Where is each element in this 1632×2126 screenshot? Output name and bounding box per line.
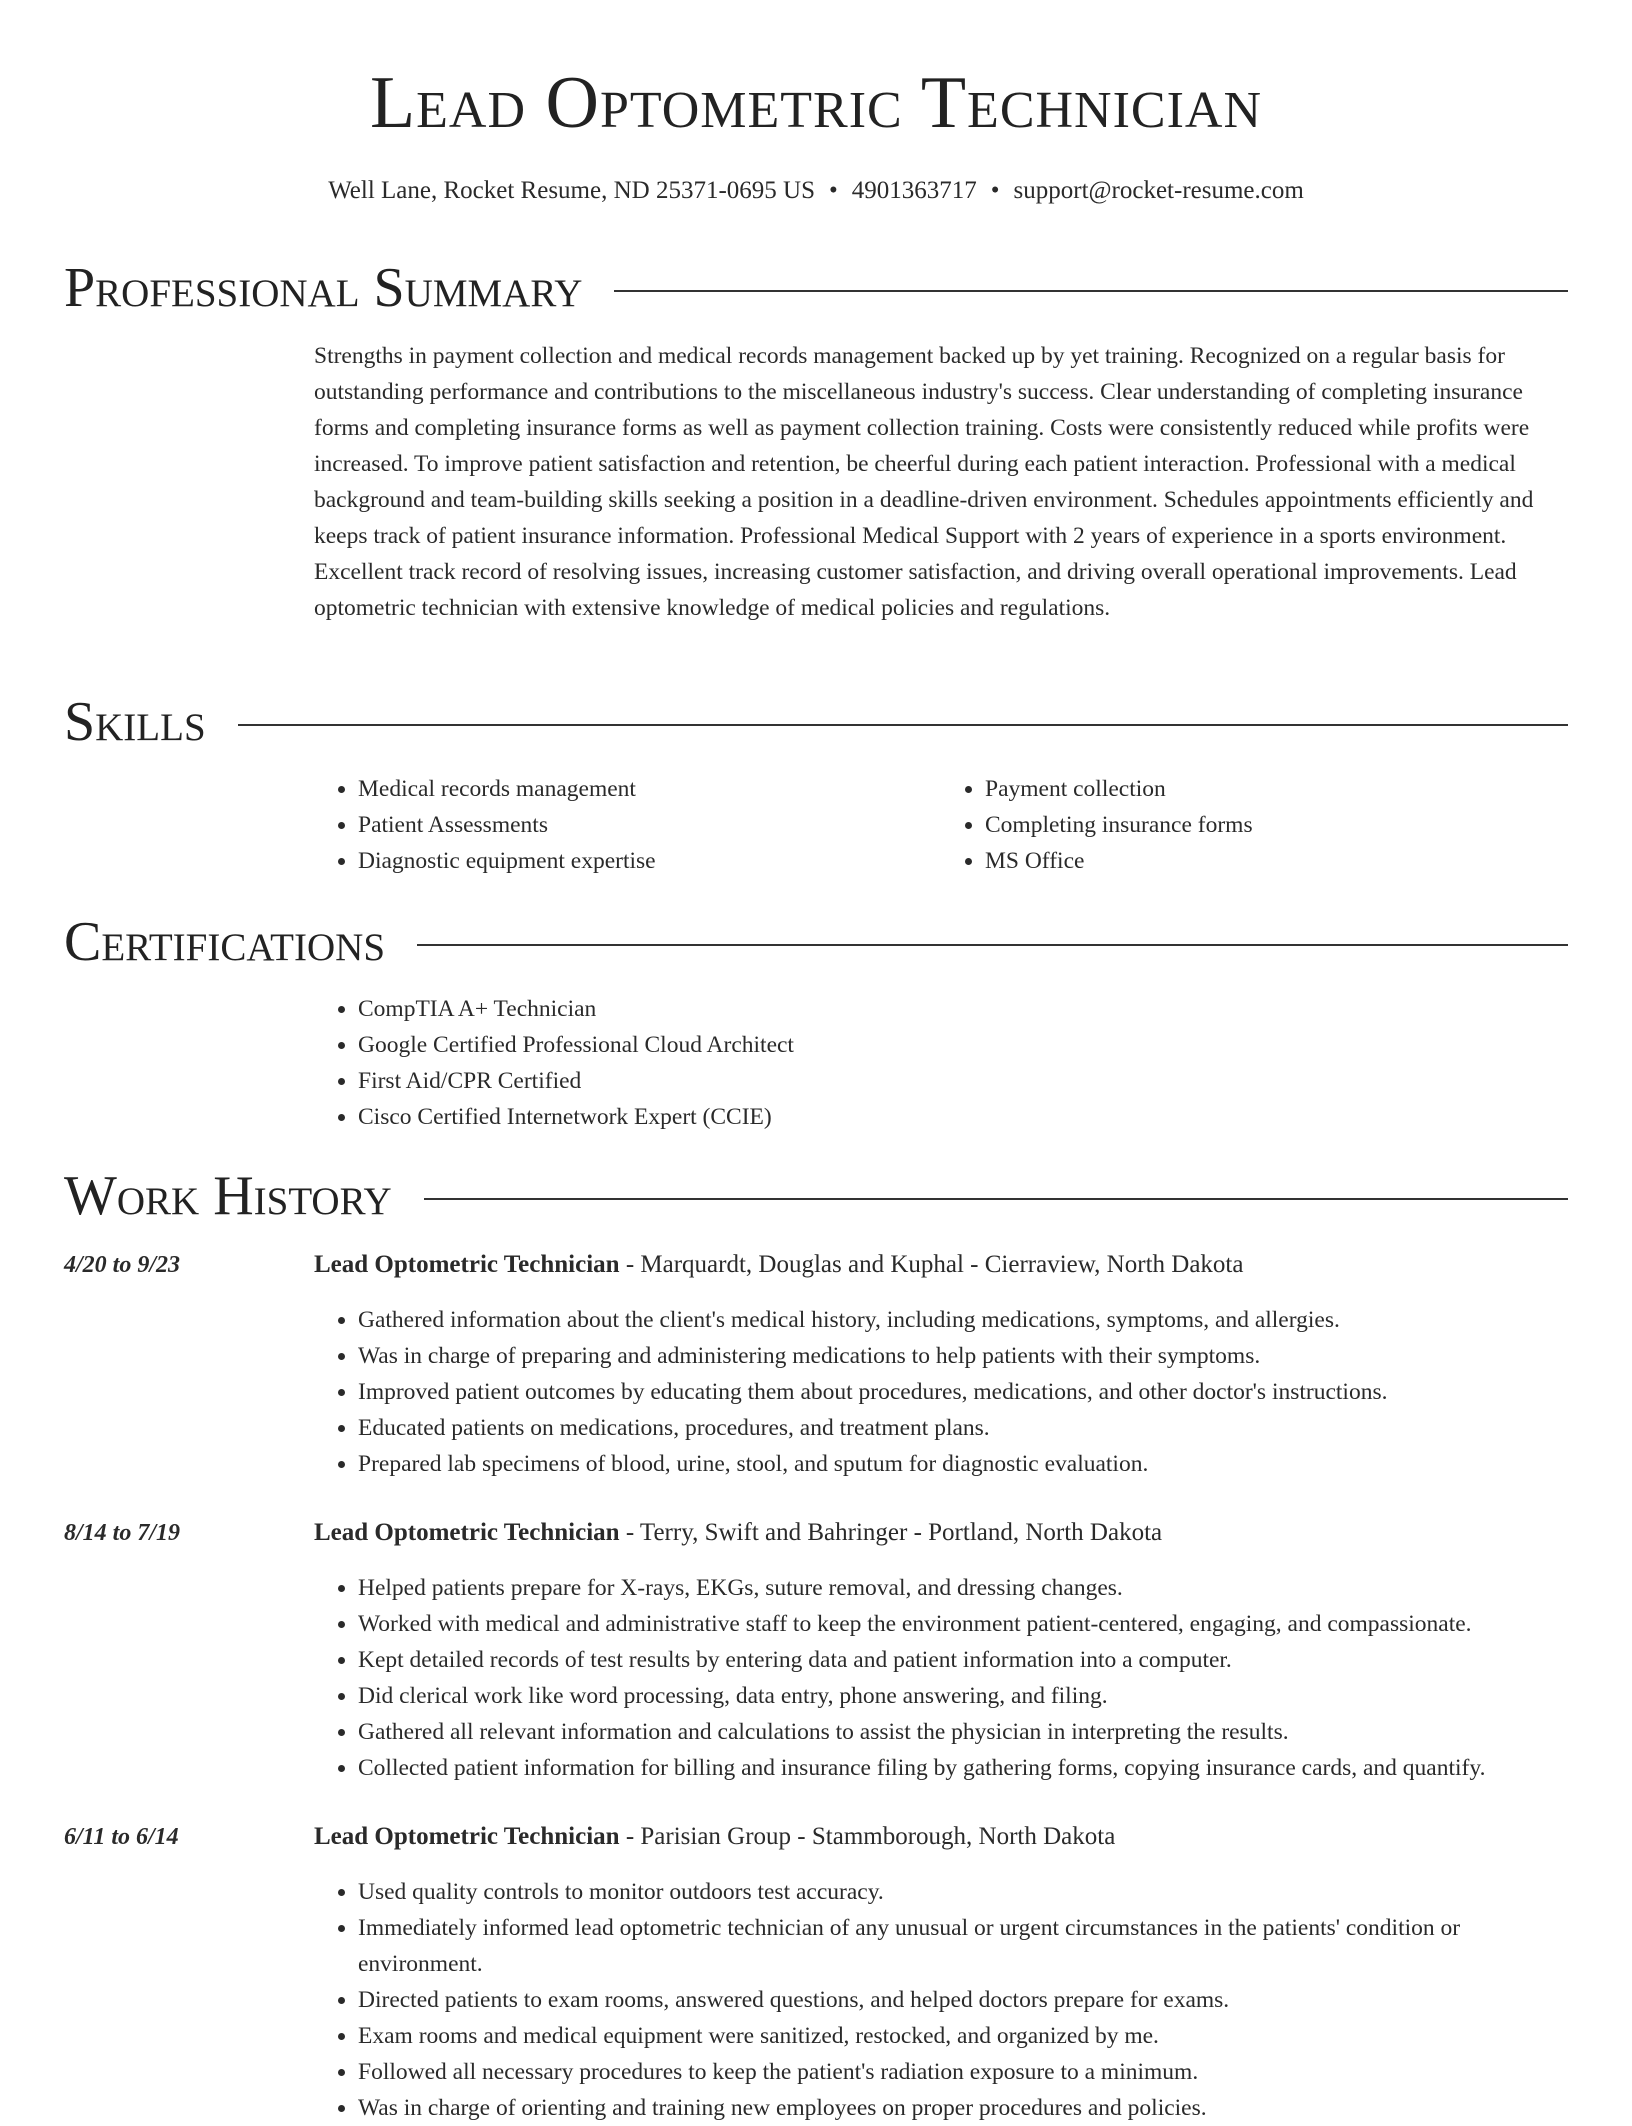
job-title: Lead Optometric Technician: [314, 1251, 620, 1278]
job-bullet: • Helped patients prepare for X-rays, EKGs, suture removal, and dressing changes.: [358, 1570, 1568, 1606]
skills-column-left: [314, 771, 941, 879]
job-bullet: • Immediately informed lead optometric technician of any unusual or urgent circumstances in the patients' condition or environment.: [358, 1910, 1568, 1982]
job-title: Lead Optometric Technician: [314, 1519, 620, 1546]
work-history-section-header: [64, 1164, 1568, 1228]
skill-item: • Diagnostic equipment expertise: [358, 843, 941, 879]
certification-item: • Cisco Certified Internetwork Expert (CCIE): [358, 1099, 1568, 1135]
job-dates: 8/14 to 7/19: [64, 1520, 181, 1546]
job-bullet: • Improved patient outcomes by educating them about procedures, medications, and other doctor's instructions.: [358, 1374, 1568, 1410]
skill-item: • MS Office: [985, 843, 1568, 879]
contact-phone: 4901363717: [851, 177, 977, 204]
section-divider: [238, 724, 1568, 726]
section-divider: [614, 290, 1568, 292]
skills-list: [314, 771, 1568, 879]
contact-separator: •: [990, 177, 1000, 204]
skills-heading: Skills: [64, 691, 206, 753]
job-bullet: • Gathered all relevant information and calculations to assist the physician in interpreting the results.: [358, 1714, 1568, 1750]
job-bullet: • Directed patients to exam rooms, answered questions, and helped doctors prepare for exams.: [358, 1982, 1568, 2018]
job-bullet: • Educated patients on medications, procedures, and treatment plans.: [358, 1410, 1568, 1446]
job-title-line: [314, 1819, 1568, 1855]
summary-heading: Professional Summary: [64, 257, 583, 319]
job-bullet: • Gathered information about the client's medical history, including medications, symptoms, and allergies.: [358, 1302, 1568, 1338]
skill-item: • Payment collection: [985, 771, 1568, 807]
skills-column-right: [941, 771, 1568, 879]
job-bullet: • Kept detailed records of test results by entering data and patient information into a computer.: [358, 1642, 1568, 1678]
job-dates: 6/11 to 6/14: [64, 1824, 179, 1850]
job-bullet: • Worked with medical and administrative staff to keep the environment patient-centered, engaging, and compassionate.: [358, 1606, 1568, 1642]
certification-item: • Google Certified Professional Cloud Architect: [358, 1027, 1568, 1063]
job-bullet: • Did clerical work like word processing, data entry, phone answering, and filing.: [358, 1678, 1568, 1714]
job-bullets: [314, 1570, 1568, 1786]
contact-line: [64, 176, 1568, 206]
contact-address: Well Lane, Rocket Resume, ND 25371-0695 US: [328, 177, 815, 204]
job-title-line: [314, 1515, 1568, 1551]
skill-item: • Patient Assessments: [358, 807, 941, 843]
job-bullet: • Exam rooms and medical equipment were sanitized, restocked, and organized by me.: [358, 2018, 1568, 2054]
section-divider: [417, 944, 1568, 946]
resume-name: Lead Optometric Technician: [369, 62, 1263, 144]
summary-text: Strengths in payment collection and medical records management backed up by yet training. Recognized on a regular basis for outstanding performance and contributions to the miscellaneous industry's success. Clear understanding of completing insurance forms and completing insurance forms as well as payment collection training. Costs were consistently reduced while profits were increased. To improve patient satisfaction and retention, be cheerful during each patient interaction. Professional with a medical background and team-building skills seeking a position in a deadline-driven environment. Schedules appointments efficiently and keeps track of patient insurance information. Professional Medical Support with 2 years of experience in a sports environment. Excellent track record of resolving issues, increasing customer satisfaction, and driving overall operational improvements. Lead optometric technician with extensive knowledge of medical policies and regulations.: [314, 343, 1534, 621]
job-employer: - Parisian Group - Stammborough, North Dakota: [619, 1823, 1116, 1850]
job-title-line: [314, 1247, 1568, 1283]
job-employer: - Terry, Swift and Bahringer - Portland, North Dakota: [619, 1519, 1163, 1546]
job-bullets: [314, 1302, 1568, 1482]
contact-email: support@rocket-resume.com: [1013, 177, 1304, 204]
job-employer: - Marquardt, Douglas and Kuphal - Cierraview, North Dakota: [619, 1251, 1244, 1278]
job-bullet: • Used quality controls to monitor outdoors test accuracy.: [358, 1874, 1568, 1910]
skill-item: • Completing insurance forms: [985, 807, 1568, 843]
summary-section-header: [64, 256, 1568, 320]
job-bullet: • Was in charge of preparing and administering medications to help patients with their symptoms.: [358, 1338, 1568, 1374]
section-divider: [424, 1198, 1568, 1200]
job-bullet: • Collected patient information for billing and insurance filing by gathering forms, copying insurance cards, and quantify.: [358, 1750, 1568, 1786]
work-history-heading: Work History: [64, 1165, 392, 1227]
contact-separator: •: [828, 177, 838, 204]
job-bullets: [314, 1874, 1568, 2126]
certifications-heading: Certifications: [64, 911, 386, 973]
certifications-section-header: [64, 910, 1568, 974]
job-title: Lead Optometric Technician: [314, 1823, 620, 1850]
certification-item: • First Aid/CPR Certified: [358, 1063, 1568, 1099]
certification-item: • CompTIA A+ Technician: [358, 991, 1568, 1027]
skill-item: • Medical records management: [358, 771, 941, 807]
skills-section-header: [64, 690, 1568, 754]
job-dates: 4/20 to 9/23: [64, 1252, 181, 1278]
certifications-list: [314, 991, 1568, 1135]
job-bullet: • Was in charge of orienting and training new employees on proper procedures and policies.: [358, 2090, 1568, 2126]
job-bullet: • Followed all necessary procedures to keep the patient's radiation exposure to a minimum.: [358, 2054, 1568, 2090]
job-bullet: • Prepared lab specimens of blood, urine, stool, and sputum for diagnostic evaluation.: [358, 1446, 1568, 1482]
